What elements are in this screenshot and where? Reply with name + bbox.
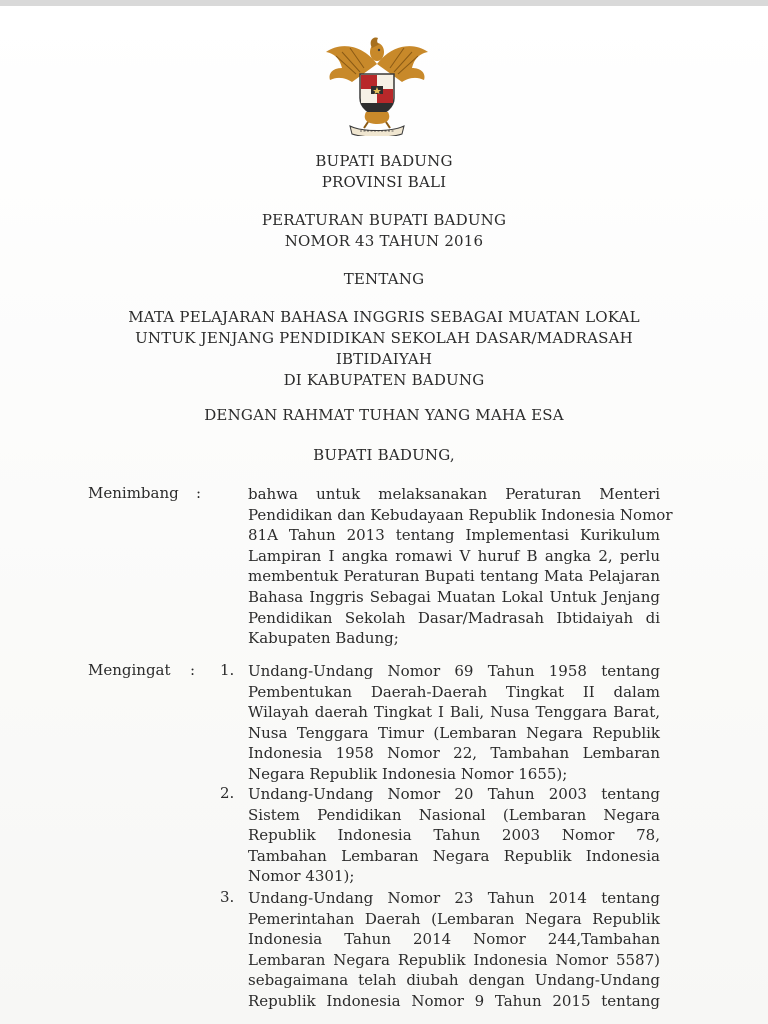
menimbang-line: 81A Tahun 2013 tentang Implementasi Kurikulum — [248, 526, 660, 545]
item-line: Lembaran Negara Republik Indonesia Nomor 5587) — [248, 950, 660, 969]
header-regulation — [0, 210, 768, 252]
menimbang-line: Kabupaten Badung; — [248, 629, 399, 648]
about-text: TENTANG — [343, 270, 425, 288]
header-invocation — [0, 405, 768, 426]
item-line: Nusa Tenggara Timur (Lembaran Negara Republik — [248, 723, 660, 742]
regulation-line-1: PERATURAN BUPATI BADUNG — [261, 211, 507, 229]
item-line: Republik Indonesia Tahun 2003 Nomor 78, — [248, 826, 660, 845]
header-subject — [0, 307, 768, 391]
menimbang-paragraph — [248, 484, 673, 649]
item-line: Wilayah daerah Tingkat I Bali, Nusa Tenggara Barat, — [248, 703, 660, 722]
item-line: Tambahan Lembaran Negara Republik Indonesia — [248, 846, 660, 865]
item-line: Indonesia Tahun 2014 Nomor 244,Tambahan — [248, 930, 660, 949]
menimbang-label: Menimbang — [88, 484, 179, 502]
garuda-emblem-icon — [322, 34, 432, 136]
subject-line-2: UNTUK JENJANG PENDIDIKAN SEKOLAH DASAR/MADRASAH — [135, 329, 633, 347]
item-line: Pemerintahan Daerah (Lembaran Negara Republik — [248, 909, 660, 928]
mengingat-item-number: 1. — [220, 661, 235, 679]
authority-line-1: BUPATI BADUNG — [315, 152, 453, 170]
invocation-text: DENGAN RAHMAT TUHAN YANG MAHA ESA — [204, 406, 564, 424]
header-authority — [0, 151, 768, 193]
item-line: Nomor 4301); — [248, 867, 355, 886]
mengingat-item-2 — [248, 784, 660, 887]
subject-line-4: DI KABUPATEN BADUNG — [283, 371, 485, 389]
item-line: Republik Indonesia Nomor 9 Tahun 2015 tentang — [248, 991, 660, 1010]
menimbang-line: Lampiran I angka romawi V huruf B angka 2, perlu — [248, 546, 660, 565]
menimbang-line: Pendidikan Sekolah Dasar/Madrasah Ibtidaiyah di — [248, 608, 660, 627]
menimbang-line: Pendidikan dan Kebudayaan Republik Indonesia Nomor — [248, 505, 673, 524]
item-line: Sistem Pendidikan Nasional (Lembaran Negara — [248, 805, 660, 824]
issuer-text: BUPATI BADUNG, — [313, 446, 455, 464]
header-issuer — [0, 445, 768, 466]
header-about — [0, 269, 768, 290]
mengingat-label: Mengingat — [88, 661, 171, 679]
item-line: Pembentukan Daerah-Daerah Tingkat II dalam — [248, 682, 660, 701]
mengingat-item-number: 2. — [220, 784, 235, 802]
mengingat-item-1 — [248, 661, 660, 785]
subject-line-1: MATA PELAJARAN BAHASA INGGRIS SEBAGAI MUATAN LOKAL — [128, 308, 640, 326]
mengingat-colon: : — [190, 661, 196, 679]
subject-line-3: IBTIDAIYAH — [335, 350, 433, 368]
menimbang-line: bahwa untuk melaksanakan Peraturan Menteri — [248, 485, 660, 503]
menimbang-colon: : — [196, 484, 202, 502]
authority-line-2: PROVINSI BALI — [321, 173, 447, 191]
regulation-line-2: NOMOR 43 TAHUN 2016 — [284, 232, 484, 250]
item-line: Undang-Undang Nomor 20 Tahun 2003 tentang — [248, 785, 660, 803]
menimbang-line: Bahasa Inggris Sebagai Muatan Lokal Untuk Jenjang — [248, 587, 660, 606]
mengingat-item-3 — [248, 888, 660, 1012]
mengingat-item-number: 3. — [220, 888, 235, 906]
item-line: Indonesia 1958 Nomor 22, Tambahan Lembaran — [248, 744, 660, 763]
item-line: Undang-Undang Nomor 23 Tahun 2014 tentang — [248, 889, 660, 907]
item-line: sebagaimana telah diubah dengan Undang-Undang — [248, 971, 660, 990]
item-line: Negara Republik Indonesia Nomor 1655); — [248, 764, 568, 783]
item-line: Undang-Undang Nomor 69 Tahun 1958 tentang — [248, 662, 660, 680]
menimbang-line: membentuk Peraturan Bupati tentang Mata Pelajaran — [248, 567, 660, 586]
